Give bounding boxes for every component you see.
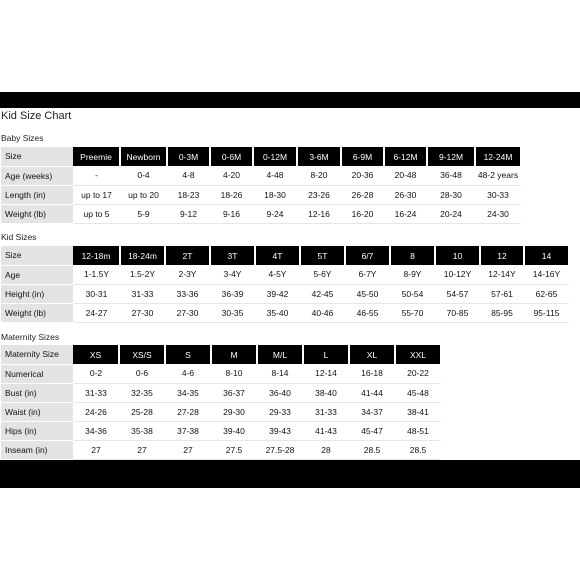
table-cell: 27-30: [165, 303, 210, 322]
table-cell: 4-20: [210, 166, 253, 185]
table-cell: 28.5: [349, 440, 395, 459]
table-row: [1, 383, 441, 402]
table-cell: 27-28: [165, 402, 211, 421]
row-label: Bust (in): [1, 383, 73, 402]
table-cell: 70-85: [435, 303, 480, 322]
column-header: 6-9M: [341, 147, 384, 166]
table-cell: 18-23: [167, 185, 210, 204]
column-header: XXL: [395, 345, 441, 364]
table-cell: 16-20: [341, 204, 384, 223]
table-cell: 8-14: [257, 364, 303, 383]
table-cell: 28.5: [395, 440, 441, 459]
table-cell: 34-35: [165, 383, 211, 402]
table-cell: 30-31: [73, 284, 120, 303]
table-cell: 32-35: [119, 383, 165, 402]
table-cell: 37-38: [165, 421, 211, 440]
section-title-maternity: Maternity Sizes: [1, 332, 60, 342]
table-cell: 30-35: [210, 303, 255, 322]
table-cell: 48-2 years: [475, 166, 521, 185]
table-cell: 31-33: [120, 284, 165, 303]
table-cell: 16-24: [384, 204, 427, 223]
table-cell: 24-26: [73, 402, 119, 421]
table-cell: 31-33: [73, 383, 119, 402]
column-header: 14: [524, 246, 569, 265]
table-cell: 25-28: [119, 402, 165, 421]
table-cell: 39-42: [255, 284, 300, 303]
column-header: XS/S: [119, 345, 165, 364]
table-cell: 27-30: [120, 303, 165, 322]
column-header: 3T: [210, 246, 255, 265]
table-cell: 8-20: [297, 166, 341, 185]
table-row: [1, 166, 521, 185]
row-label: Height (in): [1, 284, 73, 303]
table-cell: 41-44: [349, 383, 395, 402]
table-cell: 35-38: [119, 421, 165, 440]
table-cell: 9-16: [210, 204, 253, 223]
column-header: 12-18m: [73, 246, 120, 265]
table-cell: 55-70: [390, 303, 435, 322]
table-cell: 20-22: [395, 364, 441, 383]
row-label: Waist (in): [1, 402, 73, 421]
table-cell: 9-12: [167, 204, 210, 223]
table-cell: 40-46: [300, 303, 345, 322]
column-header: 18-24m: [120, 246, 165, 265]
table-cell: 36-39: [210, 284, 255, 303]
table-cell: 0-2: [73, 364, 119, 383]
column-header: 6/7: [345, 246, 390, 265]
baby-size-table: [1, 147, 522, 224]
table-cell: 27: [73, 440, 119, 459]
column-header: 6-12M: [384, 147, 427, 166]
column-header: M/L: [257, 345, 303, 364]
row-label: Size: [1, 246, 73, 265]
table-cell: 8-9Y: [390, 265, 435, 284]
table-cell: 39-43: [257, 421, 303, 440]
table-cell: 57-61: [480, 284, 524, 303]
table-cell: 95-115: [524, 303, 569, 322]
table-cell: 20-48: [384, 166, 427, 185]
table-cell: 38-41: [395, 402, 441, 421]
table-cell: 30-33: [475, 185, 521, 204]
table-cell: 8-10: [211, 364, 257, 383]
table-cell: 0-4: [120, 166, 167, 185]
table-cell: 18-26: [210, 185, 253, 204]
table-cell: 29-33: [257, 402, 303, 421]
table-row: [1, 364, 441, 383]
table-cell: 4-48: [253, 166, 297, 185]
column-header: 12-24M: [475, 147, 521, 166]
row-label: Hips (in): [1, 421, 73, 440]
table-cell: 36-40: [257, 383, 303, 402]
table-cell: 9-24: [253, 204, 297, 223]
column-header: 12: [480, 246, 524, 265]
row-label: Inseam (in): [1, 440, 73, 459]
table-row: [1, 421, 441, 440]
table-cell: 12-16: [297, 204, 341, 223]
column-header: 4T: [255, 246, 300, 265]
header-row: [1, 147, 521, 166]
row-label: Age: [1, 265, 73, 284]
table-cell: up to 17: [73, 185, 120, 204]
table-cell: 0-6: [119, 364, 165, 383]
table-cell: 4-5Y: [255, 265, 300, 284]
table-cell: 5-6Y: [300, 265, 345, 284]
column-header: Preemie: [73, 147, 120, 166]
column-header: 5T: [300, 246, 345, 265]
table-cell: 26-28: [341, 185, 384, 204]
column-header: XS: [73, 345, 119, 364]
section-title-baby: Baby Sizes: [1, 133, 44, 143]
table-cell: 28-30: [427, 185, 475, 204]
table-row: [1, 204, 521, 223]
table-cell: 2-3Y: [165, 265, 210, 284]
row-label: Weight (lb): [1, 303, 73, 322]
table-cell: 27: [119, 440, 165, 459]
column-header: 0-6M: [210, 147, 253, 166]
table-cell: 18-30: [253, 185, 297, 204]
table-cell: 38-40: [303, 383, 349, 402]
table-cell: 4-8: [167, 166, 210, 185]
column-header: 10: [435, 246, 480, 265]
table-cell: 42-45: [300, 284, 345, 303]
table-cell: 26-30: [384, 185, 427, 204]
maternity-size-table: [1, 345, 442, 460]
table-cell: 48-51: [395, 421, 441, 440]
table-cell: 12-14: [303, 364, 349, 383]
table-cell: up to 5: [73, 204, 120, 223]
table-cell: 27.5: [211, 440, 257, 459]
table-cell: 10-12Y: [435, 265, 480, 284]
table-cell: 34-36: [73, 421, 119, 440]
table-cell: 5-9: [120, 204, 167, 223]
table-cell: 45-47: [349, 421, 395, 440]
table-cell: 14-16Y: [524, 265, 569, 284]
row-label: Weight (lb): [1, 204, 73, 223]
table-row: [1, 440, 441, 459]
table-cell: 20-36: [341, 166, 384, 185]
table-cell: 35-40: [255, 303, 300, 322]
table-cell: 3-4Y: [210, 265, 255, 284]
column-header: 8: [390, 246, 435, 265]
table-cell: 50-54: [390, 284, 435, 303]
column-header: 0-12M: [253, 147, 297, 166]
table-row: [1, 284, 569, 303]
table-cell: 45-48: [395, 383, 441, 402]
table-cell: 27: [165, 440, 211, 459]
table-cell: 12-14Y: [480, 265, 524, 284]
row-label: Size: [1, 147, 73, 166]
table-cell: 24-27: [73, 303, 120, 322]
column-header: Newborn: [120, 147, 167, 166]
column-header: XL: [349, 345, 395, 364]
table-cell: 36-48: [427, 166, 475, 185]
column-header: L: [303, 345, 349, 364]
table-cell: 39-40: [211, 421, 257, 440]
row-label: Age (weeks): [1, 166, 73, 185]
table-row: [1, 185, 521, 204]
column-header: 3-6M: [297, 147, 341, 166]
table-cell: 62-65: [524, 284, 569, 303]
column-header: M: [211, 345, 257, 364]
table-cell: 41-43: [303, 421, 349, 440]
kid-size-table: [1, 246, 570, 323]
bottom-black-bar: [0, 460, 580, 488]
table-cell: 1-1.5Y: [73, 265, 120, 284]
table-cell: 36-37: [211, 383, 257, 402]
column-header: 9-12M: [427, 147, 475, 166]
table-cell: 6-7Y: [345, 265, 390, 284]
header-row: [1, 345, 441, 364]
table-cell: 24-30: [475, 204, 521, 223]
table-cell: 29-30: [211, 402, 257, 421]
table-cell: 33-36: [165, 284, 210, 303]
table-cell: 54-57: [435, 284, 480, 303]
table-cell: -: [73, 166, 120, 185]
row-label: Numerical: [1, 364, 73, 383]
table-cell: 31-33: [303, 402, 349, 421]
table-cell: up to 20: [120, 185, 167, 204]
table-cell: 27.5-28: [257, 440, 303, 459]
table-cell: 23-26: [297, 185, 341, 204]
header-row: [1, 246, 569, 265]
column-header: 2T: [165, 246, 210, 265]
table-row: [1, 402, 441, 421]
row-label: Maternity Size: [1, 345, 73, 364]
column-header: S: [165, 345, 211, 364]
page-title: Kid Size Chart: [1, 110, 72, 122]
table-cell: 16-18: [349, 364, 395, 383]
table-cell: 46-55: [345, 303, 390, 322]
table-row: [1, 303, 569, 322]
table-cell: 28: [303, 440, 349, 459]
table-row: [1, 265, 569, 284]
table-cell: 45-50: [345, 284, 390, 303]
table-cell: 4-6: [165, 364, 211, 383]
column-header: 0-3M: [167, 147, 210, 166]
table-cell: 34-37: [349, 402, 395, 421]
top-black-bar: [0, 92, 580, 108]
table-cell: 20-24: [427, 204, 475, 223]
row-label: Length (in): [1, 185, 73, 204]
table-cell: 1.5-2Y: [120, 265, 165, 284]
section-title-kid: Kid Sizes: [1, 232, 37, 242]
table-cell: 85-95: [480, 303, 524, 322]
